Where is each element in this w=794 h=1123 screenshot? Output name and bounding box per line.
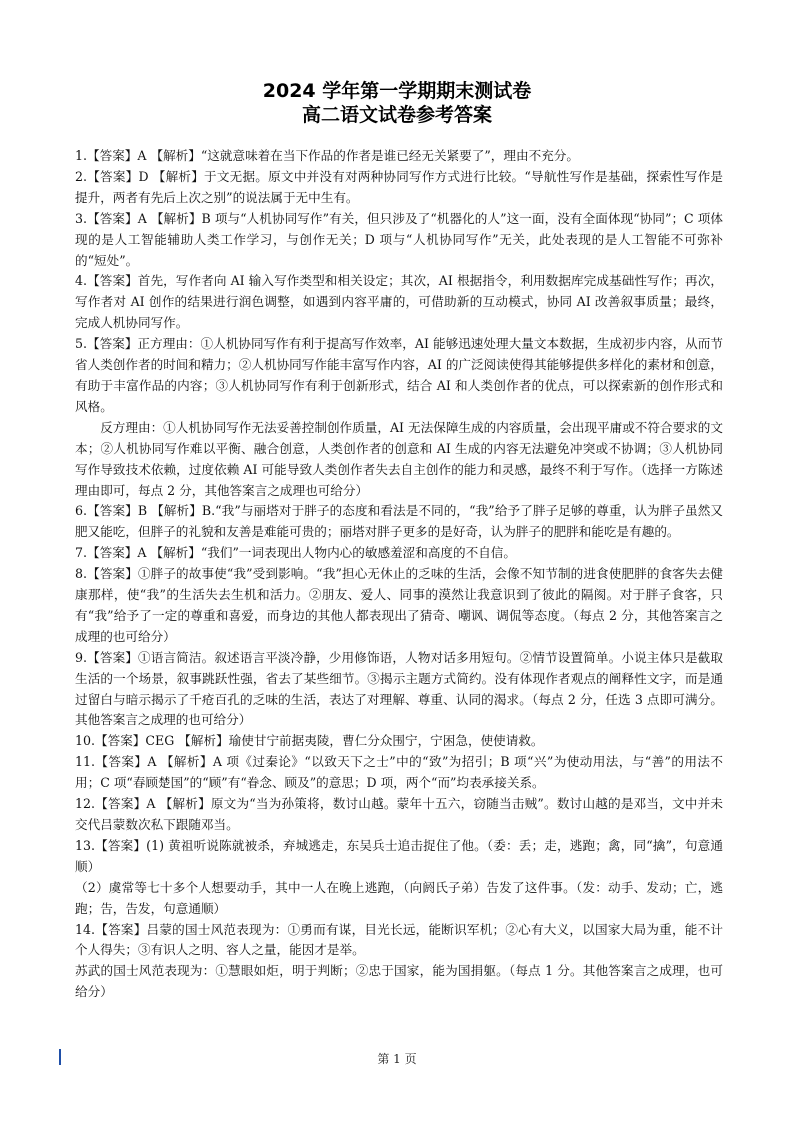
answer-body	[75, 146, 723, 1003]
answer-item-2: 2.【答案】D 【解析】于文无据。原文中并没有对两种协同写作方式进行比较。“导航性写作是基础，探索性写作是提升，两者有先后上次之别”的说法属于无中生有。	[75, 168, 723, 205]
answer-item-12: 12.【答案】A 【解析】原文为“当为孙策将，数讨山越。蒙年十五六，窃随当击贼”。数讨山越的是邓当，文中并未交代吕蒙数次私下跟随邓当。	[75, 796, 723, 832]
answer-item-13-1: 13.【答案】(1) 黄祖听说陈就被杀，弃城逃走，东吴兵士追击捉住了他。（委：丢；走，逃跑；禽，同“擒”，句意通顺）	[75, 837, 723, 874]
answer-item-5-con: 反方理由：①人机协同写作无法妥善控制创作质量，AI 无法保障生成的内容质量，会出现平庸或不符合要求的文本；②人机协同写作难以平衡、融合创意，人类创作者的创意和 AI 生成的内容无法避免冲突或不协调；③人机协同写作导致技术依赖，过度依赖 AI 可能导致人类创作者失去自主创作的能力和灵感，最终不利于写作。（选择一方陈述理由即可，每点 2 分，其他答案言之成理也可给分）	[75, 419, 723, 498]
answer-item-8: 8.【答案】①胖子的故事使“我”受到影响。“我”担心无休止的乏味的生活，会像不知节制的进食使肥胖的食客失去健康那样，使“我”的生活失去生机和活力。②朋友、爱人、同事的漠然让我意识到了彼此的隔阂。对于胖子食客，只有“我”给予了一定的尊重和喜爱，而身边的其他人都表现出了猜奇、嘲讽、调侃等态度。（每点 2 分，其他答案言之成理的也可给分）	[75, 566, 723, 644]
answer-item-7: 7.【答案】A 【解析】“我们”一词表现出人物内心的敏感羞涩和高度的不自信。	[75, 545, 516, 561]
page-subtitle: 高二语文试卷参考答案	[301, 104, 492, 126]
answer-item-1: 1.【答案】A 【解析】“这就意味着在当下作品的作者是谁已经无关紧要了”，理由不充分。	[75, 148, 579, 163]
answer-item-6: 6.【答案】B 【解析】B.“我”与丽塔对于胖子的态度和看法是不同的，“我”给予了胖子足够的尊重，认为胖子虽然又肥又能吃，但胖子的礼貌和友善是难能可贵的；丽塔对胖子更多的是好奇，认为胖子的肥胖和能吃是有趣的。	[75, 503, 723, 540]
answer-item-5-pro: 5.【答案】正方理由：①人机协同写作有利于提高写作效率，AI 能够迅速处理大量文本数据，生成初步内容，从而节省人类创作者的时间和精力；②人机协同写作能丰富写作内容，AI 的广泛阅读使得其能够提供多样化的素材和创意，有助于丰富作品的内容；③人机协同写作有利于创新形式，结合 AI 和人类创作者的优点，可以探索新的创作形式和风格。	[75, 336, 723, 414]
answer-item-3: 3.【答案】A 【解析】B 项与“人机协同写作”有关，但只涉及了“机器化的人”这一面，没有全面体现“协同”；C 项体现的是人工智能辅助人类工作学习，与创作无关；D 项与“人机协同写作”无关，此处表现的是人工智能不可弥补的“短处”。	[75, 210, 723, 268]
answer-item-14-lvmeng: 14.【答案】吕蒙的国士风范表现为：①勇而有谋，目光长远，能断识军机；②心有大义，以国家大局为重，能不计个人得失；③有识人之明、容人之量，能因才是举。	[75, 921, 723, 958]
answer-item-11: 11.【答案】A 【解析】A 项《过秦论》“以致天下之士”中的“致”为招引；B 项“兴”为使动用法，与“善”的用法不用；C 项“春顾楚国”的“顾”有“眷念、顾及”的意思；D 项，两个“而”均表承接关系。	[75, 754, 723, 791]
answer-item-13-2: （2）虞常等七十多个人想要动手，其中一人在晚上逃跑，（向阏氏子弟）告发了这件事。（发：动手、发动；亡，逃跑；告，告发，句意通顺）	[75, 879, 723, 916]
answer-item-9: 9.【答案】①语言简洁。叙述语言平淡冷静，少用修饰语，人物对话多用短句。②情节设置简单。小说主体只是截取生活的一个场景，叙事跳跃性强，省去了某些细节。③揭示主题方式简约。没有体现作者观点的阐释性文字，而是通过留白与暗示揭示了千疮百孔的乏味的生活，表达了对理解、尊重、认同的渴求。（每点 2 分，任选 3 点即可满分。其他答案言之成理的也可给分）	[75, 649, 723, 728]
page-number: 第 1 页	[377, 1052, 417, 1066]
page-title: 2024 学年第一学期期末测试卷	[262, 80, 532, 102]
answer-item-14-suwu: 苏武的国士风范表现为：①慧眼如炬，明于判断；②忠于国家，能为国捐躯。（每点 1 分。其他答案言之成理，也可给分）	[75, 963, 723, 1000]
answer-item-4: 4.【答案】首先，写作者向 AI 输入写作类型和相关设定；其次，AI 根据指令，利用数据库完成基础性写作；再次，写作者对 AI 创作的结果进行润色调整，如遇到内容平庸的，可借助新的互动模式，协同 AI 改善叙事质量；最终，完成人机协同写作。	[75, 273, 723, 331]
answer-item-10: 10.【答案】CEG 【解析】瑜使甘宁前据夷陵，曹仁分众围宁，宁困急，使使请救。	[75, 733, 544, 749]
